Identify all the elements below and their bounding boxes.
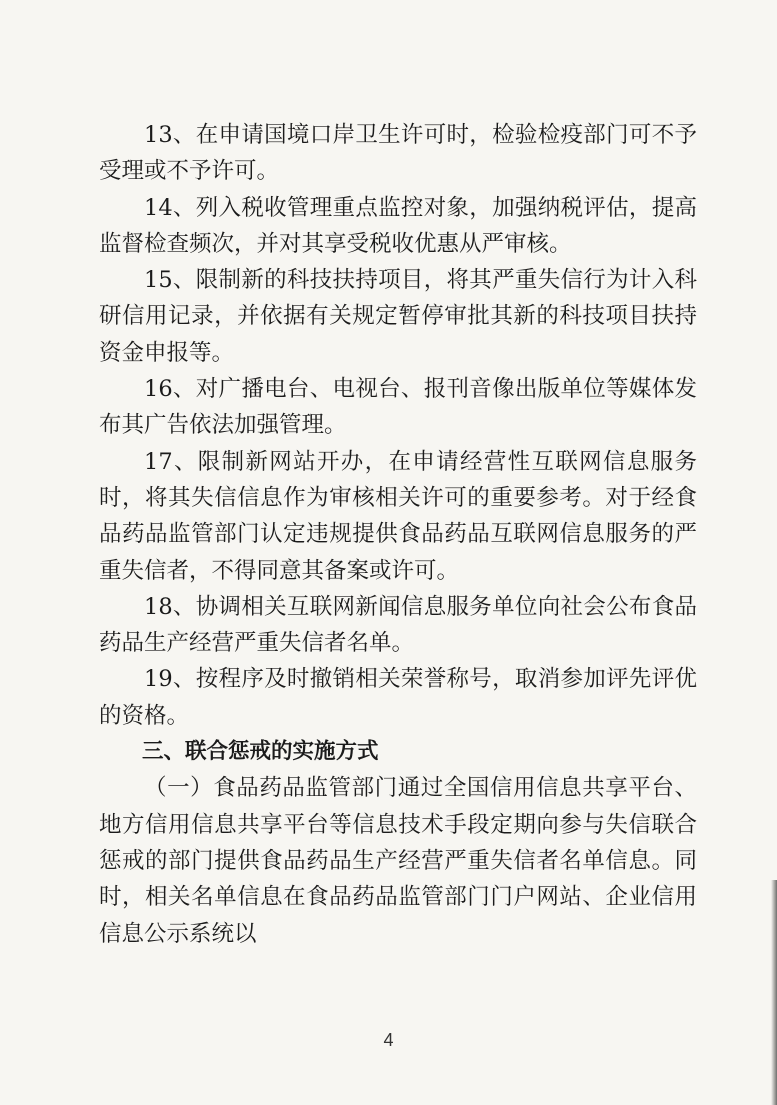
list-item-16: 16、对广播电台、电视台、报刊音像出版单位等媒体发布其广告依法加强管理。 <box>99 376 697 439</box>
scan-edge-shadow <box>771 880 777 1105</box>
section-paragraph: （一）食品药品监管部门通过全国信用信息共享平台、地方信用信息共享平台等信息技术手段定期向参与失信联合惩戒的部门提供食品药品生产经营严重失信者名单信息。同时，相关名单信息在食品药品监管部门门户网站、企业信用信息公示系统以 <box>99 775 697 947</box>
section-heading: 三、联合惩戒的实施方式 <box>142 739 379 765</box>
list-item-13: 13、在申请国境口岸卫生许可时，检验检疫部门可不予受理或不予许可。 <box>99 122 697 185</box>
list-item-15: 15、限制新的科技扶持项目，将其严重失信行为计入科研信用记录，并依据有关规定暂停审批其新的科技项目扶持资金申报等。 <box>99 267 697 366</box>
document-body <box>99 117 697 952</box>
list-item-14: 14、列入税收管理重点监控对象，加强纳税评估，提高监督检查频次，并对其享受税收优惠从严审核。 <box>99 194 697 257</box>
list-item-18: 18、协调相关互联网新闻信息服务单位向社会公布食品药品生产经营严重失信者名单。 <box>99 593 697 657</box>
page-number: 4 <box>383 1030 394 1050</box>
list-item-19: 19、按程序及时撤销相关荣誉称号，取消参加评先评优的资格。 <box>99 666 697 729</box>
list-item-17: 17、限制新网站开办，在申请经营性互联网信息服务时，将其失信信息作为审核相关许可的重要参考。对于经食品药品监管部门认定违规提供食品药品互联网信息服务的严重失信者，不得同意其备案或许可。 <box>99 448 697 584</box>
